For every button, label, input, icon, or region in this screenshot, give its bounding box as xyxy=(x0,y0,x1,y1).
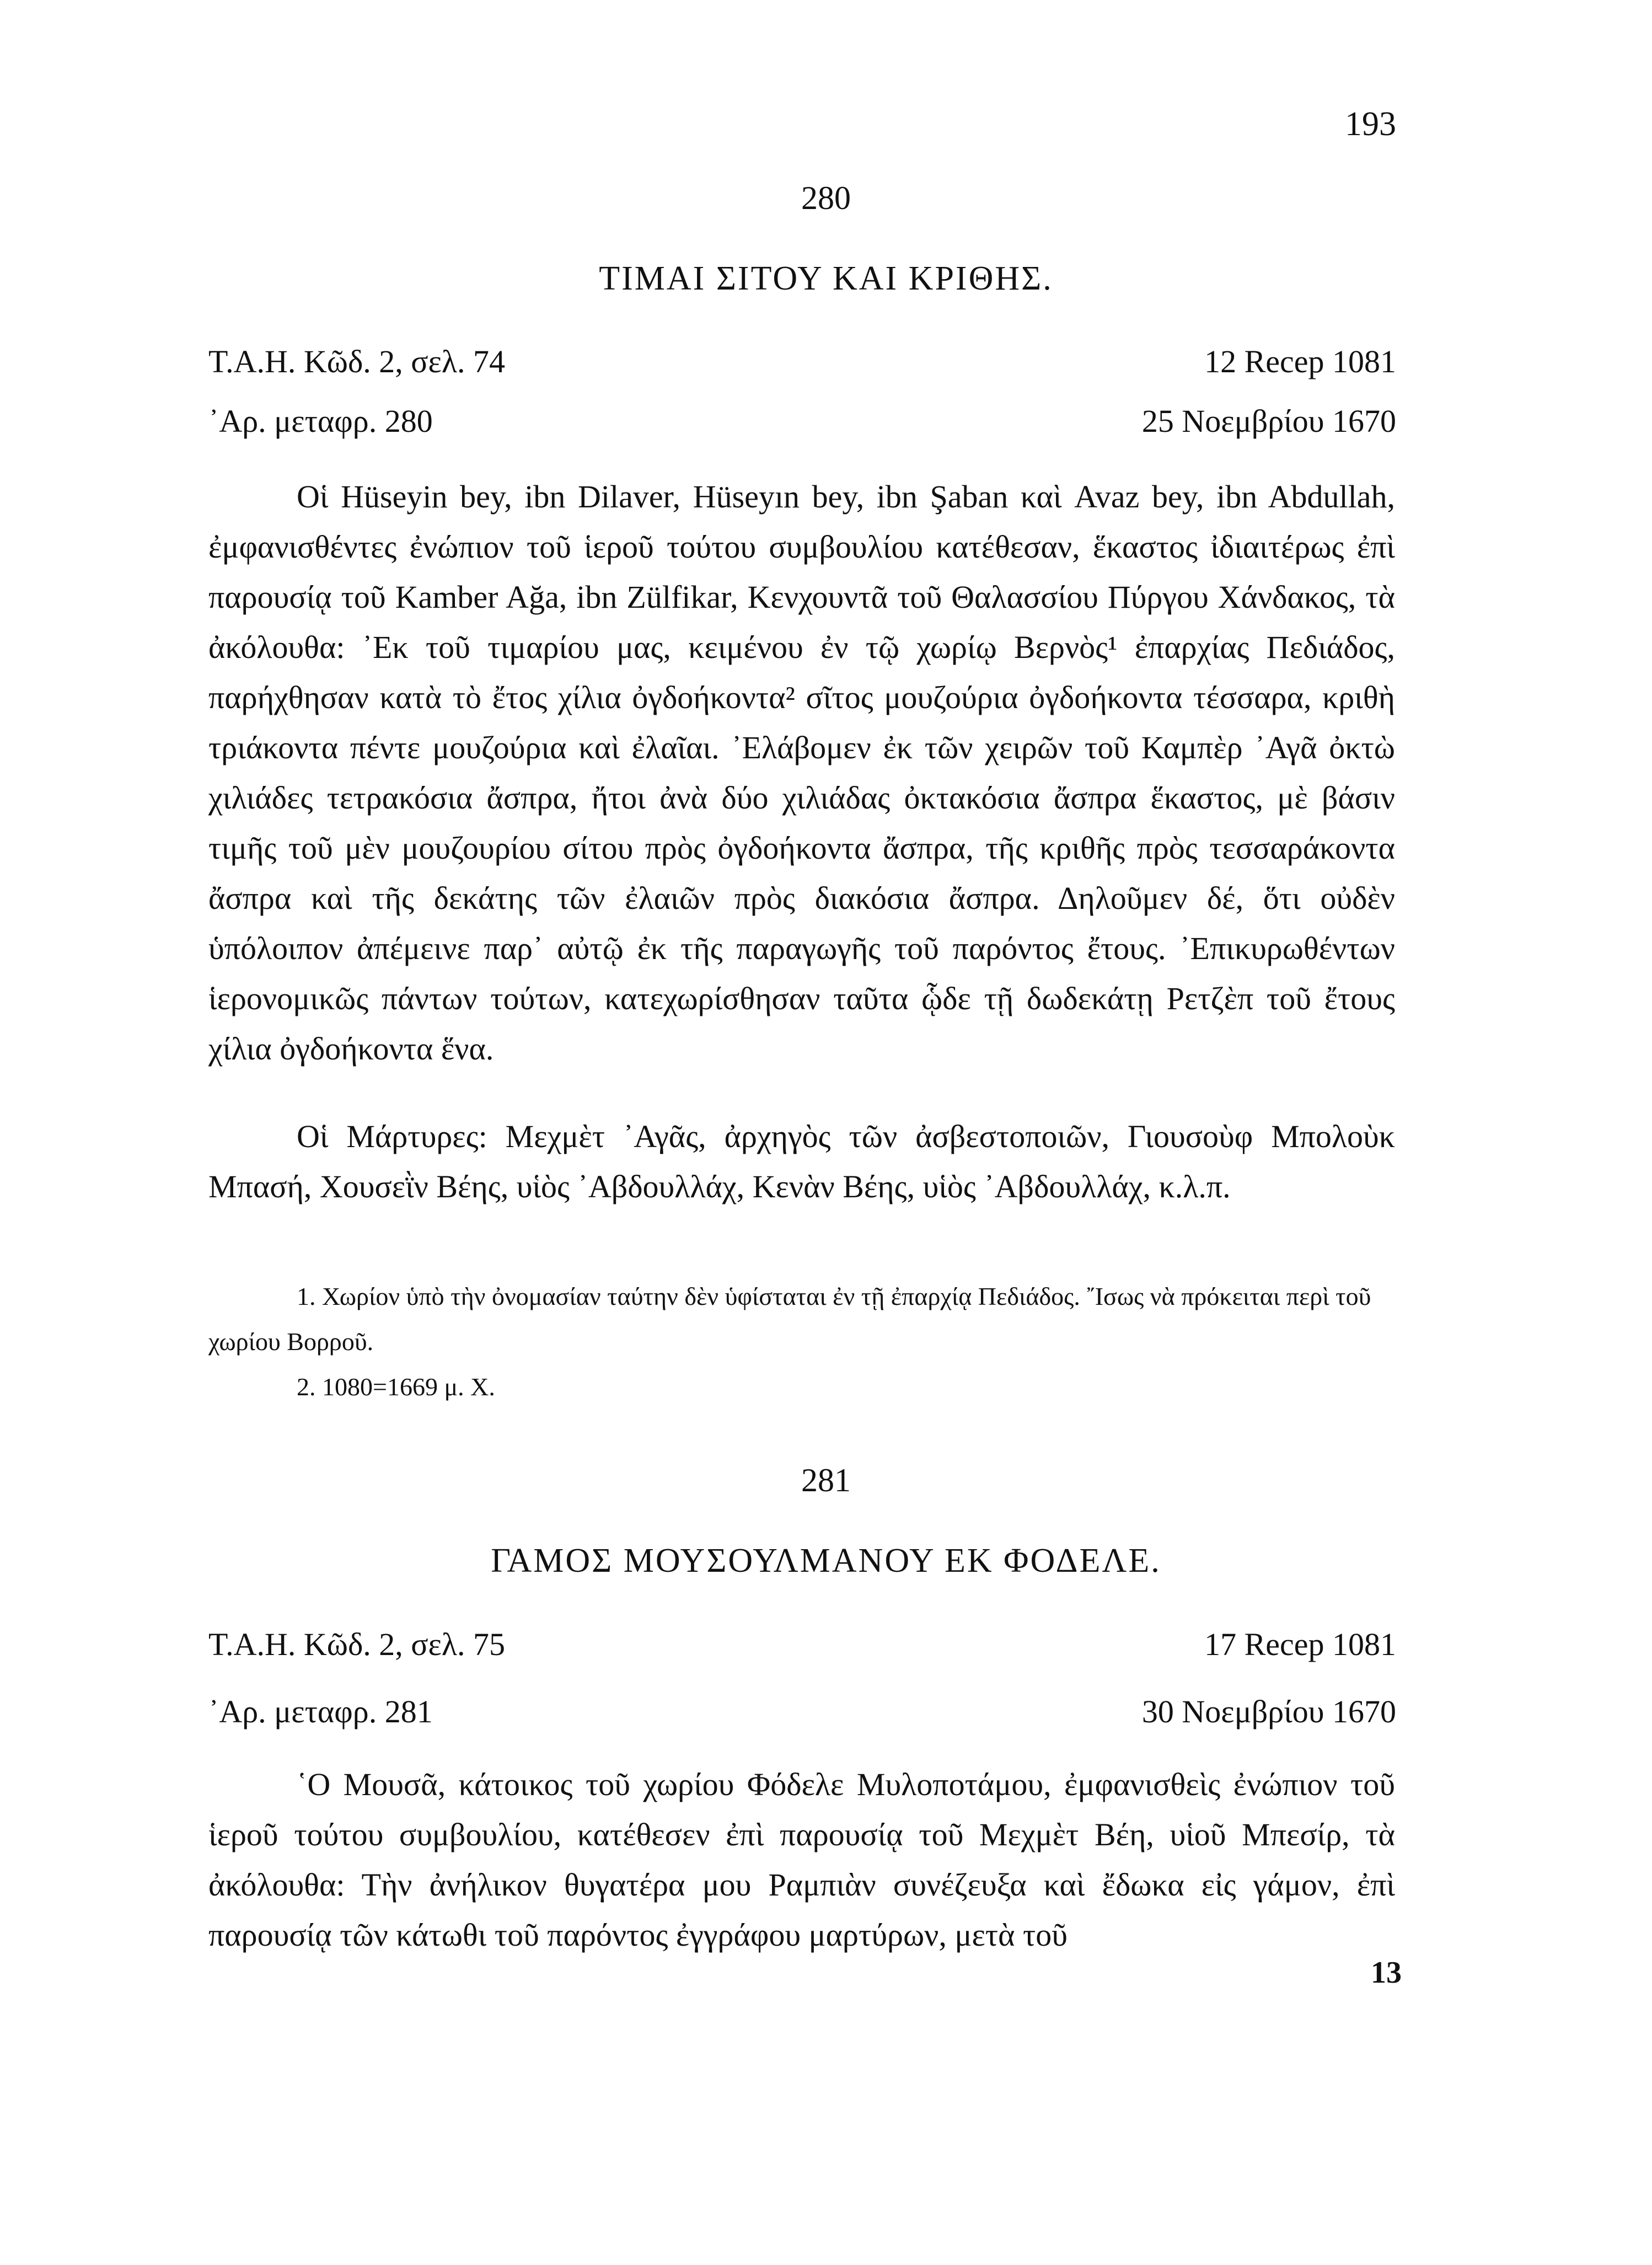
gregorian-date: 25 Νοεμβρίου 1670 xyxy=(1141,403,1396,439)
archive-source: Τ.Α.Η. Κῶδ. 2, σελ. 74 xyxy=(208,344,506,379)
witnesses-text: Οἱ Μάρτυρες: Μεχμὲτ ᾿Αγᾶς, ἀρχηγὸς τῶν ἀσβεστοποιῶν, Γιουσοὺφ Μπολοὺκ Μπασή, Χουσεῒν Βέης, υἱὸς ᾿Αβδουλλάχ, Κενὰν Βέης, υἱὸς ᾿Αβδουλλάχ, κ.λ.π. xyxy=(208,1118,1395,1204)
document-body xyxy=(208,472,1395,1074)
document-title: ΓΑΜΟΣ ΜΟΥΣΟΥΛΜΑΝΟΥ ΕΚ ΦΟΔΕΛΕ. xyxy=(491,1542,1161,1579)
signature-mark: 13 xyxy=(1371,1956,1402,1990)
page-number: 193 xyxy=(1345,105,1396,143)
witnesses-paragraph xyxy=(208,1111,1395,1212)
body-paragraph: ῾Ο Μουσᾶ, κάτοικος τοῦ χωρίου Φόδελε Μυλοποτάμου, ἐμφανισθεὶς ἐνώπιον τοῦ ἱεροῦ τούτου συμβουλίου, κατέθεσεν ἐπὶ παρουσίᾳ τοῦ Μεχμὲτ Βέη, υἱοῦ Μπεσίρ, τὰ ἀκόλουθα: Τὴν ἀνήλικον θυγατέρα μου Ραμπιὰν συνέζευξα καὶ ἔδωκα εἰς γάμον, ἐπὶ παρουσίᾳ τῶν κάτωθι τοῦ παρόντος ἐγγράφου μαρτύρων, μετὰ τοῦ xyxy=(208,1766,1395,1953)
body-paragraph: Οἱ Hüseyin bey, ibn Dilaver, Hüseyın bey, ibn Şaban καὶ Avaz bey, ibn Abdullah, ἐμφανισθέντες ἐνώπιον τοῦ ἱεροῦ τούτου συμβουλίου κατέθεσαν, ἕκαστος ἰδιαιτέρως ἐπὶ παρουσίᾳ τοῦ Kamber Ağa, ibn Zülfikar, Κενχουντᾶ τοῦ Θαλασσίου Πύργου Χάνδακος, τὰ ἀκόλουθα: ᾿Εκ τοῦ τιμαρίου μας, κειμένου ἐν τῷ χωρίῳ Βερνὸς¹ ἐπαρχίας Πεδιάδος, παρήχθησαν κατὰ τὸ ἔτος χίλια ὀγδοήκοντα² σῖτος μουζούρια ὀγδοήκοντα τέσσαρα, κριθὴ τριάκοντα πέντε μουζούρια καὶ ἐλαῖαι. ᾿Ελάβομεν ἐκ τῶν χειρῶν τοῦ Καμπὲρ ᾿Αγᾶ ὀκτὼ χιλιάδες τετρακόσια ἄσπρα, ἤτοι ἀνὰ δύο χιλιάδας ὀκτακόσια ἄσπρα ἕκαστος, μὲ βάσιν τιμῆς τοῦ μὲν μουζουρίου σίτου πρὸς ὀγδοήκοντα ἄσπρα, τῆς κριθῆς πρὸς τεσσαράκοντα ἄσπρα καὶ τῆς δεκάτης τῶν ἐλαιῶν πρὸς διακόσια ἄσπρα. Δηλοῦμεν δέ, ὅτι οὐδὲν ὑπόλοιπον ἀπέμεινε παρ᾿ αὐτῷ ἐκ τῆς παραγωγῆς τοῦ παρόντος ἔτους. ᾿Επικυρωθέντων ἱερονομικῶς πάντων τούτων, κατεχωρίσθησαν ταῦτα ᾧδε τῇ δωδεκάτῃ Ρετζὲπ τοῦ ἔτους χίλια ὀγδοήκοντα ἕνα. xyxy=(208,479,1395,1067)
document-number: 281 xyxy=(801,1462,851,1498)
document-title: ΤΙΜΑΙ ΣΙΤΟΥ ΚΑΙ ΚΡΙΘΗΣ. xyxy=(599,260,1053,297)
document-number: 280 xyxy=(801,180,851,216)
footnote: 2. 1080=1669 μ. Χ. xyxy=(297,1373,495,1401)
footnote: 1. Χωρίον ὑπὸ τὴν ὀνομασίαν ταύτην δὲν ὑφίσταται ἐν τῇ ἐπαρχίᾳ Πεδιάδος. ῎Ισως νὰ πρόκειται περὶ τοῦ χωρίου Βορροῦ. xyxy=(208,1282,1371,1356)
archive-source: Τ.Α.Η. Κῶδ. 2, σελ. 75 xyxy=(208,1626,506,1662)
translation-number: ᾿Αρ. μεταφρ. 280 xyxy=(208,403,433,439)
hijri-date: 17 Recep 1081 xyxy=(1204,1626,1396,1662)
hijri-date: 12 Recep 1081 xyxy=(1204,344,1396,379)
translation-number: ᾿Αρ. μεταφρ. 281 xyxy=(208,1694,433,1729)
document-body xyxy=(208,1759,1395,1960)
footnotes xyxy=(208,1274,1395,1410)
gregorian-date: 30 Νοεμβρίου 1670 xyxy=(1141,1694,1396,1729)
